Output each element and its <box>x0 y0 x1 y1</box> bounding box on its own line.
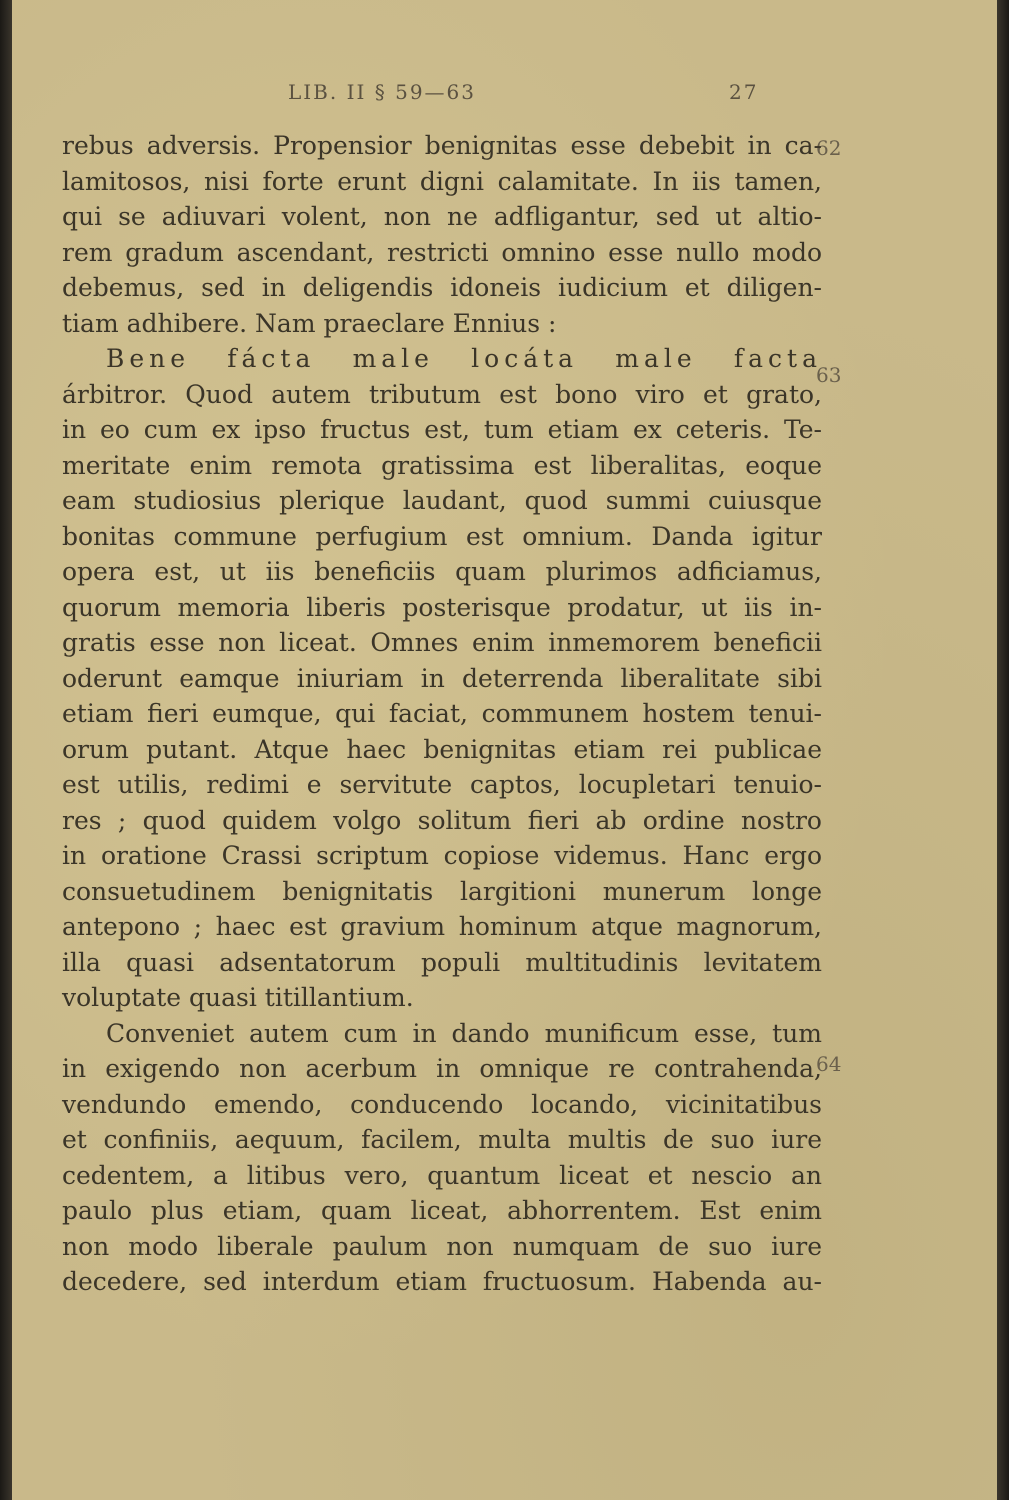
verse-quotation: Bene fácta male locáta male facta <box>106 344 822 373</box>
text-line: gratis esse non liceat. Omnes enim inmemorem beneficii <box>62 628 822 657</box>
text-line: etiam fieri eumque, qui faciat, communem hostem tenui- <box>62 699 822 728</box>
text-line: voluptate quasi titillantium. <box>62 983 414 1012</box>
margin-section-number: 62 <box>816 136 842 160</box>
page-number: 27 <box>729 80 759 104</box>
text-line: in eo cum ex ipso fructus est, tum etiam ex ceteris. Te- <box>62 415 822 444</box>
book-edge-right <box>997 0 1009 1500</box>
text-line: rem gradum ascendant, restricti omnino esse nullo modo <box>62 237 822 267</box>
text-line: qui se adiuvari volent, non ne adfligantur, sed ut altio- <box>62 202 822 231</box>
text-line: vendundo emendo, conducendo locando, vicinitatibus <box>62 1089 822 1119</box>
text-line: lamitosos, nisi forte erunt digni calamitate. In iis tamen, <box>62 166 822 196</box>
text-line: in exigendo non acerbum in omnique re contrahenda, <box>62 1054 822 1083</box>
text-line: in oratione Crassi scriptum copiose videmus. Hanc ergo <box>62 841 822 870</box>
page-header <box>12 80 997 120</box>
text-line: decedere, sed interdum etiam fructuosum. Habenda au- <box>62 1267 822 1296</box>
text-line: illa quasi adsentatorum populi multitudinis levitatem <box>62 947 822 977</box>
text-line: consuetudinem benignitatis largitioni munerum longe <box>62 876 822 906</box>
text-line: rebus adversis. Propensior benignitas esse debebit in ca- <box>62 131 822 160</box>
body-text <box>62 128 822 1300</box>
margin-section-number: 63 <box>816 363 842 387</box>
text-line: oderunt eamque iniuriam in deterrenda liberalitate sibi <box>62 663 822 693</box>
text-line: opera est, ut iis beneficiis quam plurimos adficiamus, <box>62 557 822 586</box>
text-line: antepono ; haec est gravium hominum atque magnorum, <box>62 912 822 941</box>
text-line: meritate enim remota gratissima est liberalitas, eoque <box>62 450 822 480</box>
text-line: et confiniis, aequum, facilem, multa multis de suo iure <box>62 1125 822 1154</box>
text-line: cedentem, a litibus vero, quantum liceat et nescio an <box>62 1160 822 1190</box>
text-line: Conveniet autem cum in dando munificum esse, tum <box>106 1018 822 1048</box>
text-line: non modo liberale paulum non numquam de suo iure <box>62 1231 822 1261</box>
book-gutter-left <box>0 0 12 1500</box>
margin-section-number: 64 <box>816 1052 842 1076</box>
text-line: bonitas commune perfugium est omnium. Danda igitur <box>62 521 822 551</box>
text-line: est utilis, redimi e servitute captos, locupletari tenuio- <box>62 770 822 799</box>
text-line: orum putant. Atque haec benignitas etiam rei publicae <box>62 734 822 764</box>
text-line: quorum memoria liberis posterisque prodatur, ut iis in- <box>62 592 822 622</box>
text-line: res ; quod quidem volgo solitum fieri ab ordine nostro <box>62 805 822 835</box>
text-line: árbitror. Quod autem tributum est bono viro et grato, <box>62 379 822 409</box>
text-line: tiam adhibere. Nam praeclare Ennius : <box>62 308 557 338</box>
text-line: debemus, sed in deligendis idoneis iudicium et diligen- <box>62 273 822 302</box>
running-head: LIB. II § 59—63 <box>288 80 477 104</box>
book-page <box>12 0 997 1500</box>
text-line: paulo plus etiam, quam liceat, abhorrentem. Est enim <box>62 1196 822 1225</box>
text-line: eam studiosius plerique laudant, quod summi cuiusque <box>62 486 822 515</box>
